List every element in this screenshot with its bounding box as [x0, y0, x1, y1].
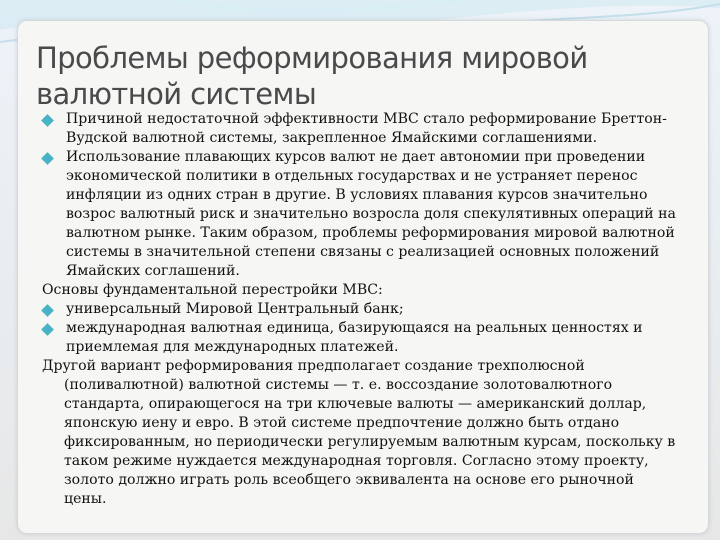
slide-body	[40, 110, 680, 509]
plain-paragraph	[40, 281, 680, 300]
bullet-paragraph	[40, 319, 680, 357]
bullet-icon	[41, 304, 54, 317]
bullet-icon	[41, 323, 54, 336]
bullet-paragraph	[40, 148, 680, 281]
paragraph-text: Использование плавающих курсов валют не дает автономии при проведении экономической политики в отдельных государствах и не устраняет перенос инфляции из одних стран в другие. В условиях плавания курсов значительно возрос валютный риск и значительно возросла доля спекулятивных операций на валютном рынке. Таким образом, проблемы реформирования мировой валютной системы в значительной степени связаны с реализацией основных положений Ямайских соглашений.	[66, 149, 676, 279]
bullet-paragraph	[40, 110, 680, 148]
paragraph-text: Основы фундаментальной перестройки МВС:	[42, 282, 383, 298]
bullet-icon	[41, 114, 54, 127]
plain-paragraph	[40, 357, 680, 509]
slide-title: Проблемы реформирования мировой валютной системы	[36, 41, 588, 111]
paragraph-text: Причиной недостаточной эффективности МВС стало реформирование Бреттон-Вудской валютной системы, закрепленное Ямайскими соглашениями.	[66, 111, 667, 146]
bullet-paragraph	[40, 300, 680, 319]
paragraph-text: международная валютная единица, базирующаяся на реальных ценностях и приемлемая для международных платежей.	[66, 320, 643, 355]
paragraph-text: универсальный Мировой Центральный банк;	[66, 301, 404, 317]
paragraph-text: Другой вариант реформирования предполагает создание трехполюсной (поливалютной) валютной системы — т. е. воссоздание золотовалютного стандарта, опирающегося на три ключевые валюты — американский доллар, японскую иену и евро. В этой системе предпочтение должно быть отдано фиксированным, но периодически регулируемым валютным курсам, поскольку в таком режиме нуждается международная торговля. Согласно этому проекту, золото должно играть роль всеобщего эквивалента на основе его рыночной цены.	[42, 358, 676, 507]
bullet-icon	[41, 152, 54, 165]
